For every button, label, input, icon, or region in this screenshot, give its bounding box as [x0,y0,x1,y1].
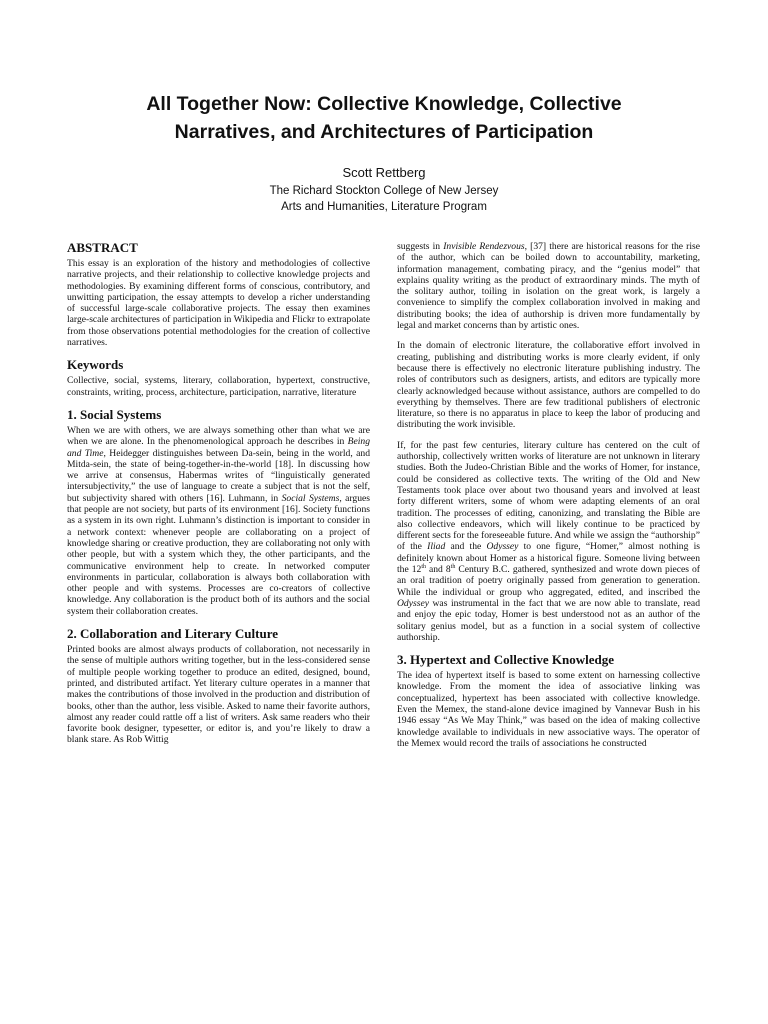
right-paragraph-1: suggests in Invisible Rendezvous, [37] there are historical reasons for the rise of the author, which can be boiled down to accountability, marketing, information management, combating piracy, and the “genius model” that explains quality writing as the product of extraordinary minds. The myth of the solitary author, toiling in isolation on the great work, is largely a convenience to simplify the complex collaboration involved in making and distributing books; the idea of authorship is driven more fundamentally by legal and market concerns than by artistic ones. [397,241,700,332]
abstract-heading: ABSTRACT [67,240,138,255]
section-1-heading: 1. Social Systems [67,406,162,422]
right-paragraph-3: If, for the past few centuries, literary culture has centered on the cult of authorship, collectively written works of literature are not unknown in literary studies. Both the Judeo-Christian Bible and the works of Homer, for instance, could be considered as collective texts. The writing of the Old and New Testaments took place over about two thousand years and involved at least forty different writers, some of whom were adapting elements of an oral tradition. The processes of editing, canonizing, and translating the Bible are also collective endeavors, which will likely continue to be practiced by different sects for the foreseeable future. And while we assign the “authorship” of the Iliad and the Odyssey to one figure, “Homer,” almost nothing is definitely known about Homer as a historical figure. Someone living between the 12th and 8th Century B.C. gathered, synthesized and wrote down pieces of an oral tradition of poetry originally passed from generation to generation. While the individual or group who aggregated, edited, and inscribed the Odyssey was instrumental in the fact that we are now able to translate, read and enjoy the epic today, Homer is best understood not as an author of the solitary genius model, but as a function in a social system of collective authorship. [397,439,701,643]
right-column [397,241,700,758]
author-affiliation-2: Arts and Humanities, Literature Program [281,201,487,213]
abstract-text: This essay is an exploration of the history and methodologies of collective narrative projects, and their relationship to collective knowledge projects and methodologies. By examining different forms of conscious, contributory, and unwitting participation, the essay attempts to develop a richer understanding of successful large-scale collaborative projects. The essay then examines large-scale architectures of participation in Wikipedia and Flickr to extrapolate from those observations potential methodologies for the creation of collective narratives. [67,258,370,349]
title-line-2: Narratives, and Architectures of Participation [174,121,594,143]
author-name: Scott Rettberg [342,165,426,180]
section-3-paragraph: The idea of hypertext itself is based to some extent on harnessing collective knowledge. From the moment the idea of associative linking was conceptualized, hypertext has been associated with collective knowledge. Even the Memex, the stand-alone device imagined by Vannevar Bush in his 1946 essay “As We May Think,” was based on the idea of making collective knowledge available to individuals in new associative ways. The operator of the Memex would record the trails of associations he constructed [397,670,700,749]
left-column [67,240,370,755]
section-3-heading: 3. Hypertext and Collective Knowledge [397,652,614,668]
keywords-heading: Keywords [67,357,124,373]
title-line-1: All Together Now: Collective Knowledge, Collective [146,93,622,115]
author-affiliation-1: The Richard Stockton College of New Jersey [269,185,499,197]
section-1-paragraph: When we are with others, we are always something other than what we are when we are alone. In the phenomenological approach he describes in Being and Time, Heidegger distinguishes between Da-sein, being in the world, and Mitda-sein, the state of being-together-in-the-world [18]. In discussing how we arrive at consensus, Habermas writes of “linguistically generated intersubjectivity,” the use of language to create a subject that is not the self, but subjectivity shared with others [16]. Luhmann, in Social Systems, argues that people are not society, but parts of its environment [16]. Society functions as a system in its own right. Luhmann’s distinction is important to consider in a network context: whenever people are collaborating on a project of knowledge sharing or creative production, they are collaborating not only with other people, but with a system which they, the other participants, and the communicative environment help to create. In networked computer environments in particular, collaboration is always both collaboration with other people and with systems. Processes are co-creators of collective knowledge. Any collaboration is the product both of its authors and the social system their collaboration creates. [67,424,370,617]
abstract-section [67,240,370,348]
author-block [60,163,708,215]
section-3 [397,652,700,749]
section-1 [67,407,370,617]
section-2-heading: 2. Collaboration and Literary Culture [67,626,279,642]
keywords-text: Collective, social, systems, literary, collaboration, hypertext, constructive, constraints, writing, process, architecture, participation, narrative, literature [67,375,370,398]
right-paragraph-2: In the domain of electronic literature, the collaborative effort involved in creating, publishing and distributing works is more clearly evident, if only because there is effectively no electronic literature publishing industry. The roles of contributors such as designers, artists, and editors are typically more clearly acknowledged because without assistance, authors are compelled to do everything by themselves. There are few traditional publishers of electronic literature, so there is no apparatus in place to keep the labor of producing and distributing the work invisible. [397,340,700,431]
keywords-section [67,357,370,398]
section-2 [67,626,370,746]
paper-title [60,90,708,146]
section-2-paragraph: Printed books are almost always products of collaboration, not necessarily in the sense of multiple authors writing together, but in the less-considered sense of multiple people working together to produce an edited, designed, bound, printed, and distributed artifact. Yet literary culture operates in a manner that makes the contributions of those involved in the production and distribution of books, other than the author, less visible. Asked to name their favorite authors, almost any reader could rattle off a list of writers. Ask same readers who their favorite book designer, typesetter, or editor is, and you’re likely to draw a blank stare. As Rob Wittig [67,644,370,746]
